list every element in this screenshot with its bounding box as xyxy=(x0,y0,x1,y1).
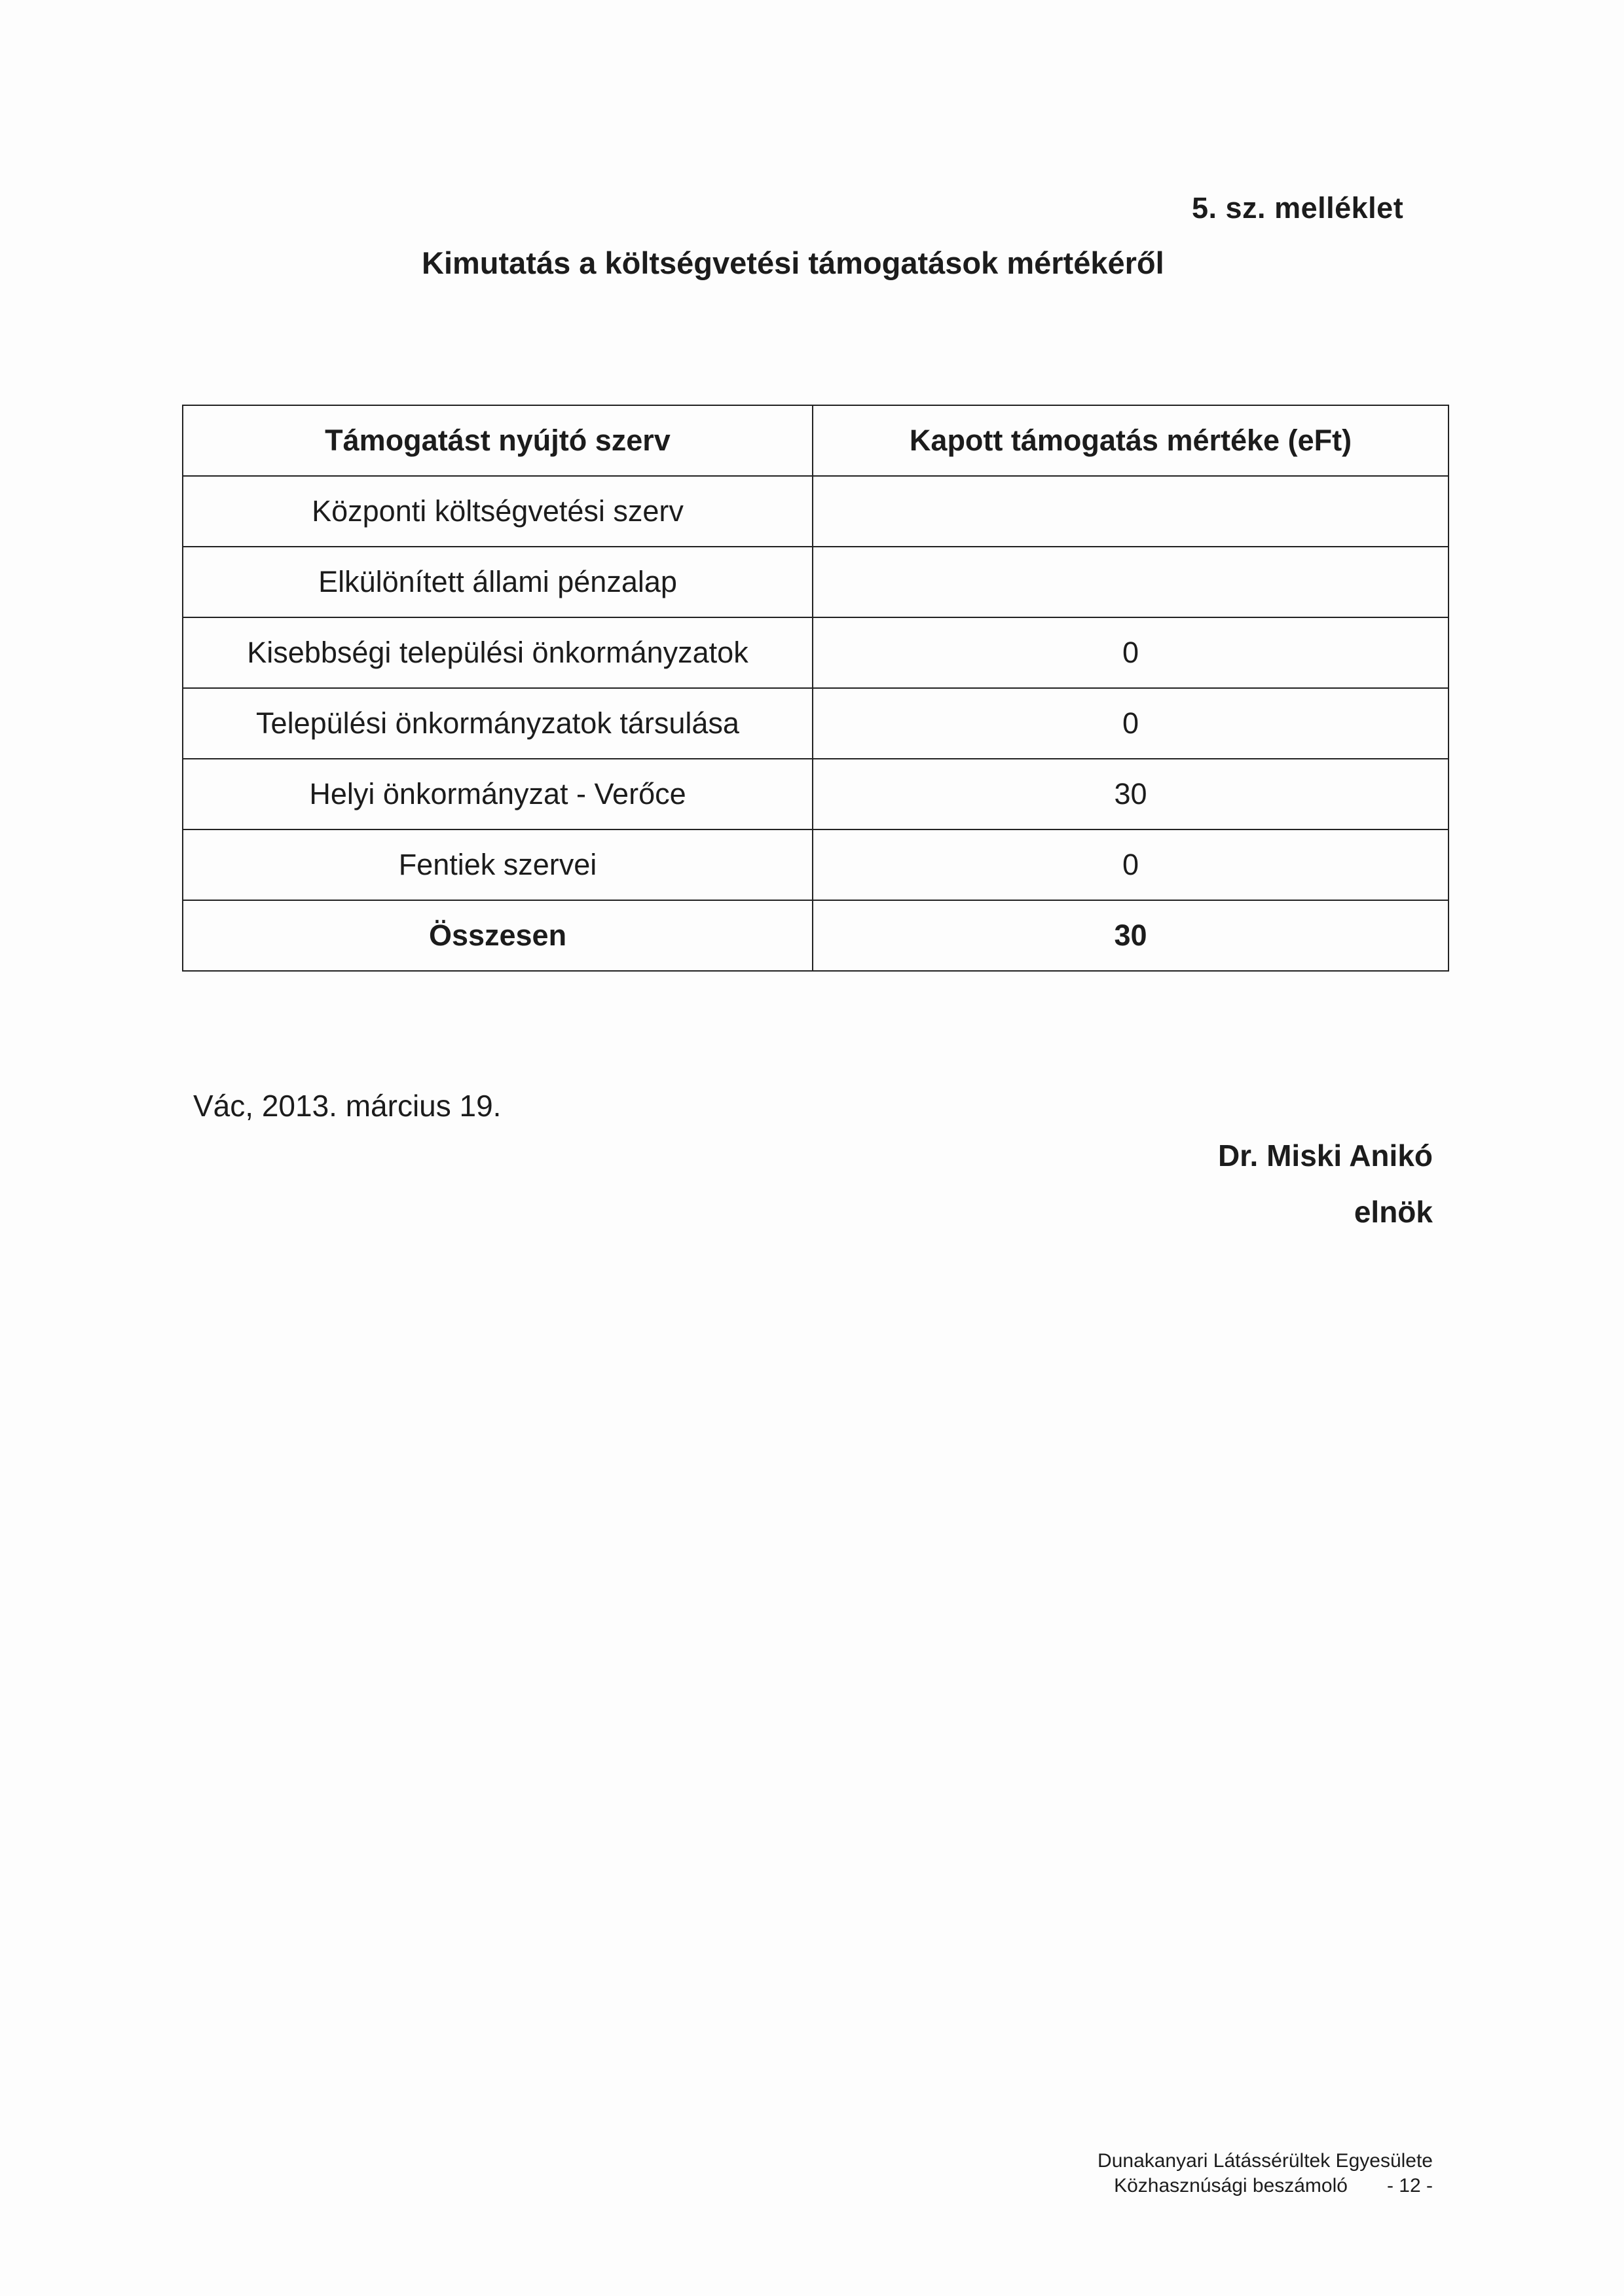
place-date: Vác, 2013. március 19. xyxy=(193,1089,502,1123)
org-cell: Települési önkormányzatok társulása xyxy=(183,688,813,759)
amount-cell: 0 xyxy=(813,617,1449,688)
header-amount: Kapott támogatás mértéke (eFt) xyxy=(813,405,1449,476)
amount-cell: 30 xyxy=(813,759,1449,829)
table-row xyxy=(183,759,1449,829)
amount-cell: 0 xyxy=(813,688,1449,759)
total-row xyxy=(183,900,1449,971)
page-number: - 12 - xyxy=(1386,2175,1433,2196)
org-cell: Helyi önkormányzat - Verőce xyxy=(183,759,813,829)
header-organization: Támogatást nyújtó szerv xyxy=(183,405,813,476)
annex-label: 5. sz. melléklet xyxy=(1192,191,1404,225)
amount-cell xyxy=(813,476,1449,547)
document-title: Kimutatás a költségvetési támogatások mértékéről xyxy=(422,246,1164,280)
footer-organization: Dunakanyari Látássérültek Egyesülete xyxy=(1098,2150,1433,2172)
page-footer xyxy=(1098,2149,1433,2198)
table-header-row xyxy=(183,405,1449,476)
amount-cell: 0 xyxy=(813,829,1449,900)
footer-report: Közhasznúsági beszámoló xyxy=(1114,2175,1348,2196)
table-row xyxy=(183,688,1449,759)
support-table xyxy=(182,405,1449,972)
org-cell: Kisebbségi települési önkormányzatok xyxy=(183,617,813,688)
table-row xyxy=(183,476,1449,547)
signer-name: Dr. Miski Anikó xyxy=(1217,1139,1433,1173)
table-row xyxy=(183,617,1449,688)
total-amount: 30 xyxy=(813,900,1449,971)
table-row xyxy=(183,829,1449,900)
signer-role: elnök xyxy=(1354,1195,1433,1229)
org-cell: Elkülönített állami pénzalap xyxy=(183,547,813,617)
amount-cell xyxy=(813,547,1449,617)
total-label: Összesen xyxy=(183,900,813,971)
org-cell: Fentiek szervei xyxy=(183,829,813,900)
signature-block xyxy=(1218,1127,1433,1240)
org-cell: Központi költségvetési szerv xyxy=(183,476,813,547)
table-row xyxy=(183,547,1449,617)
